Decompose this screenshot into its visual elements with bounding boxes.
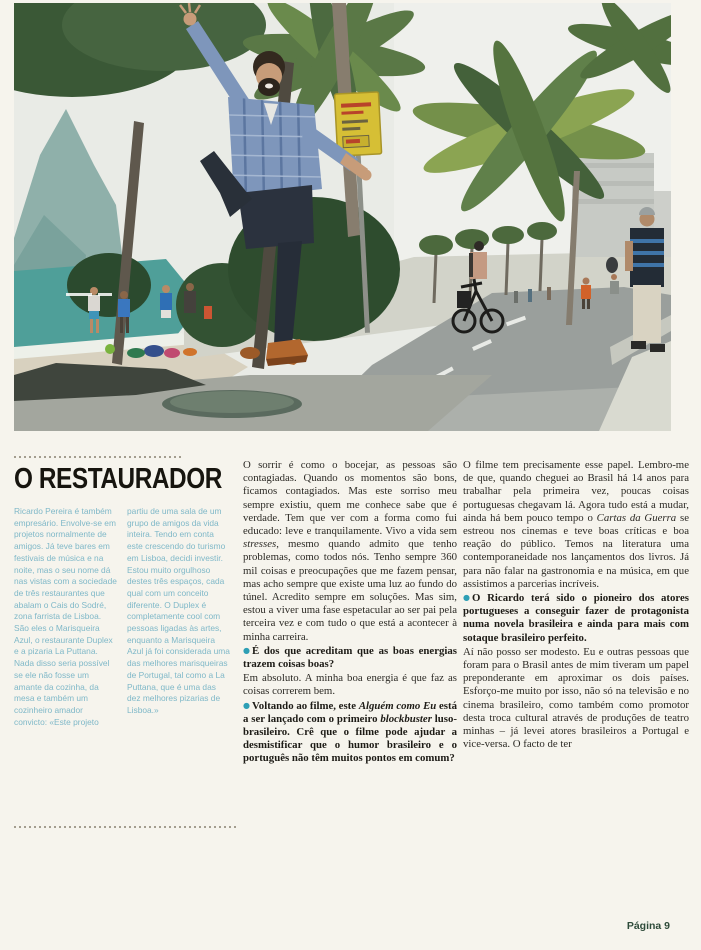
question-bullet-icon: ● bbox=[243, 645, 250, 655]
hero-photo bbox=[14, 3, 671, 431]
answer-paragraph: Em absoluto. A minha boa energia é que faz as coisas correrem bem. bbox=[243, 672, 457, 698]
interview-question: ● O Ricardo terá sido o pioneiro dos atores portugueses a conseguir fazer de protagonista numa novela brasileira e ainda para mais com sotaque brasileiro perfeito. bbox=[463, 592, 689, 644]
motorbike bbox=[606, 257, 618, 273]
page-number: Página 9 bbox=[626, 920, 670, 932]
question-bullet-icon: ● bbox=[463, 593, 470, 603]
manhole-cover bbox=[162, 390, 302, 418]
answer-paragraph: O filme tem precisamente esse papel. Lembro-me de que, quando cheguei ao Brasil há 14 anos para trabalhar pela primeira vez, poucas coisas portuguesas chegavam lá. Agora tudo está a mudar, ainda há bem pouco tempo o Cartas da Guerra se estreou nos cinemas e teve boas críticas e boa reação do público. Temos na literatura uma contemporaneidade nos lançamentos dos livros. Já para não falar na gastronomia e na música, em que assistimos a parcerias incríveis. bbox=[463, 459, 689, 590]
interview-question: ● Voltando ao filme, este Alguém como Eu está a ser lançado com o primeiro blockbuster luso-brasileiro. Crê que o filme pode ajudar a desmistificar que o humor brasileiro e o português não têm muitos pontos em comum? bbox=[243, 699, 458, 765]
bush-left bbox=[67, 253, 151, 317]
orange-runner bbox=[581, 285, 591, 299]
pants-hips bbox=[238, 185, 314, 249]
question-bullet-icon: ● bbox=[243, 700, 250, 710]
photo-illustration bbox=[14, 3, 671, 431]
mouth bbox=[265, 84, 273, 89]
answer-paragraph: O sorrir é como o bocejar, as pessoas são contagiadas. Quando os momentos são bons, ficamos contagiados. Mas este sorriso meu sempre existiu, quem me conhece sabe que é verdade. Tem que ver com a forma como fui educado: leve e tranquilamente. Vivo a vida sem stresses, mesmo quando admito que tenho problemas, como todos nós. Tenho sempre 360 mil coisas e preocupações que me fazem pensar, mas acho sempre que existe uma luz ao fundo do túnel. Acredito sempre em soluções. Mas sim, estou a viver uma fase espetacular ao ser pai pela terceira vez e com tudo o que está a acontecer à minha carreira. bbox=[243, 459, 457, 643]
top-dashed-rule bbox=[14, 456, 181, 458]
bike-bag bbox=[457, 291, 471, 308]
bottom-dashed-rule bbox=[14, 826, 239, 828]
left-shoe bbox=[240, 347, 260, 359]
photo-credit bbox=[66, 293, 112, 296]
interview-question: ● É dos que acreditam que as boas energias trazem coisas boas? bbox=[243, 644, 457, 671]
right-hand bbox=[361, 170, 372, 181]
left-hand bbox=[184, 13, 197, 26]
article-title: O RESTAURADOR bbox=[14, 463, 222, 495]
intro-text: Ricardo Pereira é também empresário. Envolve-se em projetos normalmente de amigos. Já teve bares em festivais de música e na noite, mas o seu nome dá nas vistas com a sociedade de três restaurantes que abalam o Cais do Sodré, zona farrista de Lisboa. São eles o Marisqueira Azul, o restaurante Duplex e a pizaria La Puttana. Nada disso seria possível se ele não fosse um amante da cozinha, da mesa e também um cozinheiro amador convicto: «Este projeto partiu de uma sala de um grupo de amigos da vida inteira. Tendo em conta este crescendo do turismo em Lisboa, decidi investir. Estou muito orgulhoso destes três espaços, cada qual com um conceito diferente. O Duplex é completamente cool com pessoas ligadas às artes, enquanto a Marisqueira Azul já foi considerada uma das melhores marisqueiras de Portugal, tal como a La Puttana, que é uma das dez melhores pizarias de Lisboa.» bbox=[14, 506, 230, 727]
intro-column bbox=[14, 452, 231, 808]
middle-column bbox=[243, 459, 457, 767]
answer-paragraph: Aí não posso ser modesto. Eu e outras pessoas que foram para o Brasil antes de mim tiveram um papel preponderante em aproximar os dois países. Esforço-me muito por isso, não só na televisão e no cinema brasileiro, como também como promotor desta troca cultural através de produções de teatro minhas – já levei atores brasileiros a Portugal e vice-versa. O facto de ter bbox=[463, 645, 689, 751]
beach-bags bbox=[144, 345, 164, 357]
right-column bbox=[463, 459, 689, 752]
